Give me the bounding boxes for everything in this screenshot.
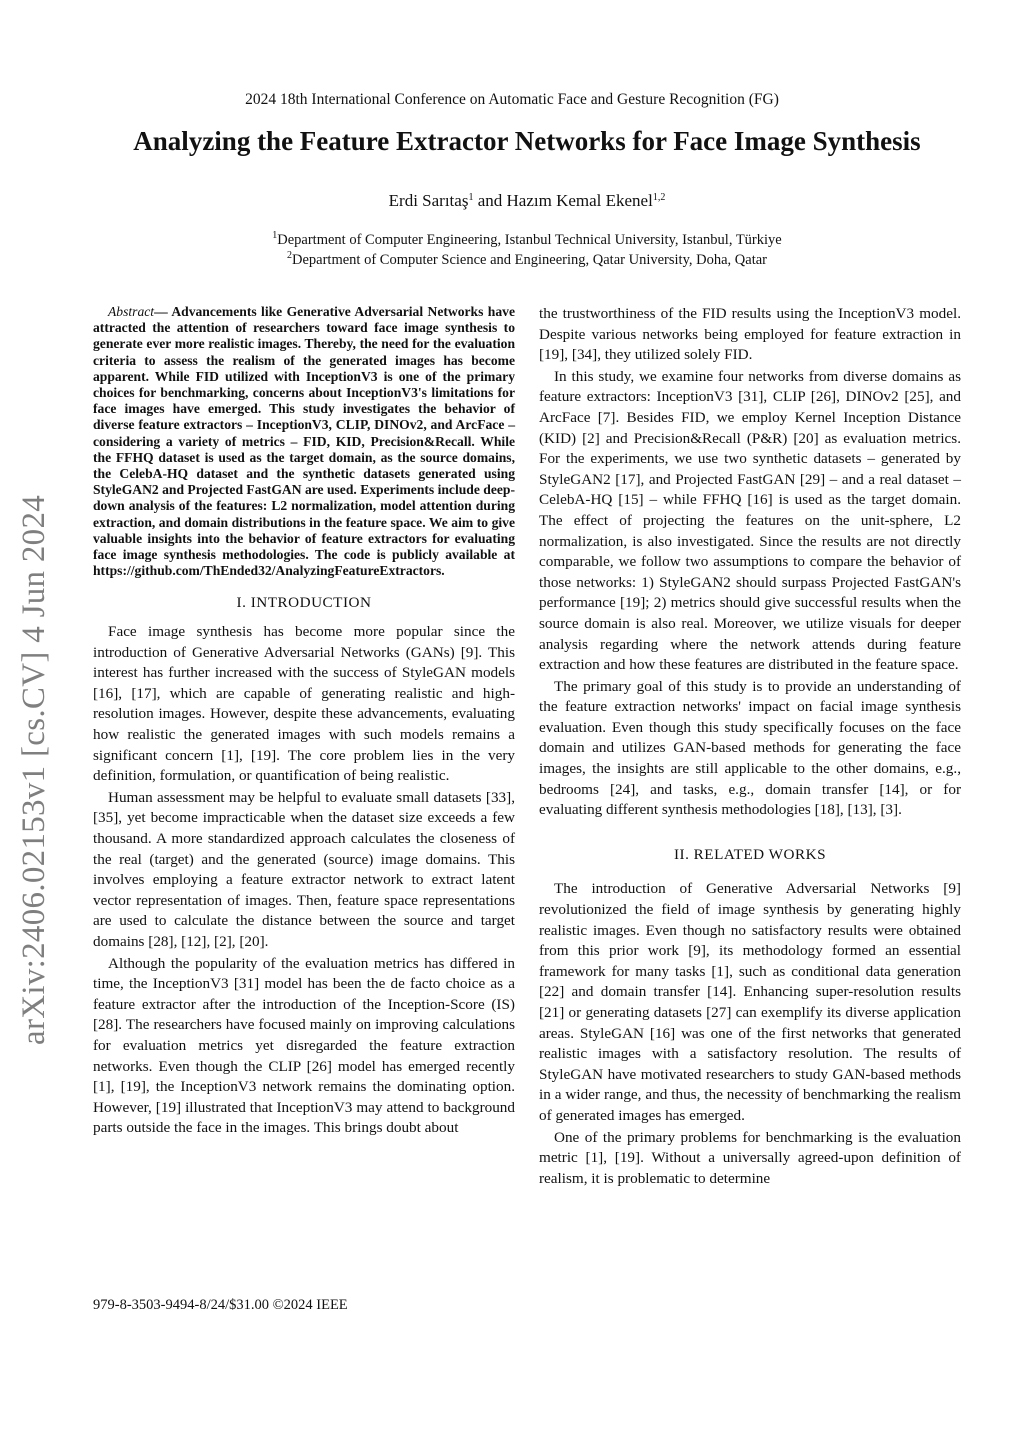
affiliation-mark: 1	[272, 230, 278, 241]
paper-title: Analyzing the Feature Extractor Networks for Face Image Synthesis	[133, 126, 921, 156]
affiliation-mark: 2	[287, 250, 292, 261]
affiliation-text: Department of Computer Engineering, Istanbul Technical University, Istanbul, Türkiye	[277, 232, 782, 248]
section-heading: I. INTRODUCTION	[236, 594, 372, 612]
arxiv-stamp: arXiv:2406.02153v1 [cs.CV] 4 Jun 2024	[16, 494, 52, 1045]
abstract	[93, 304, 515, 579]
paragraph: Human assessment may be helpful to evaluate small datasets [33], [35], yet become impracticable when the dataset size exceeds a few thousand. A more standardized approach calculates the closeness of the real (target) and the generated (source) image domains. This involves employing a feature extractor network to extract latent vector representation of images. Then, feature space representations are used to calculate the distance between the source and target domains [28], [12], [2], [20].	[93, 788, 515, 950]
author-affiliation-mark: 1	[468, 192, 474, 203]
section-heading: II. RELATED WORKS	[673, 845, 827, 863]
right-column	[539, 304, 961, 1189]
paragraph: the trustworthiness of the FID results using the InceptionV3 model. Despite various networks being employed for feature extraction in [19], [34], they utilized solely FID.	[539, 305, 961, 364]
paragraph: In this study, we examine four networks from diverse domains as feature extractors: InceptionV3 [31], CLIP [26], DINOv2 [25], and ArcFace [7]. Besides FID, we employ Kernel Inception Distance (KID) [2] and Precision&Recall (P&R) [20] as evaluation metrics. For the experiments, we use two synthetic datasets – generated by StyleGAN2 [17], and Projected FastGAN [29] – and a real dataset – CelebA-HQ [15] – while FFHQ [16] is used as the target domain. The effect of projecting the features on the unit-sphere, L2 normalization, is also investigated. Since the results are not directly comparable, we follow two assumptions to compare the behavior of those networks: 1) StyleGAN2 should surpass Projected FastGAN's performance [19]; 2) metrics should give successful results when the source domain is also real. Moreover, we utilize visuals for deeper analysis regarding where the network attends during feature extraction and how these features are distributed in the feature space.	[539, 367, 961, 674]
left-column	[93, 304, 515, 1139]
author-name: Hazım Kemal Ekenel	[506, 191, 653, 210]
author-affiliation-mark: 1,2	[652, 192, 666, 203]
paragraph: The introduction of Generative Adversarial Networks [9] revolutionized the field of image synthesis by generating highly realistic images. Even though no satisfactory results were obtained from this prior work [9], its methodology formed an essential framework for many tasks [1], such as conditional data generation [22] and domain transfer [14]. Enhancing super-resolution results [21] or generating datasets [27] can exemplify its diverse application areas. StyleGAN [16] was one of the first networks that generated realistic images with a satisfactory resolution. The results of StyleGAN have motivated researchers to study GAN-based methods in a wider range, and thus, the necessity of benchmarking the realism of generated images has emerged.	[539, 880, 961, 1124]
affiliation	[0, 252, 1024, 269]
affiliation	[0, 232, 1024, 249]
abstract-text: — Advancements like Generative Adversarial Networks have attracted the attention of researchers toward face image synthesis to generate ever more realistic images. Thereby, the need for the evaluation criteria to assess the realism of the generated images has become apparent. While FID utilized with InceptionV3 is one of the primary choices for benchmarking, concerns about InceptionV3's limitations for face images have emerged. This study investigates the behavior of diverse feature extractors – InceptionV3, CLIP, DINOv2, and ArcFace – considering a variety of metrics – FID, KID, Precision&Recall. While the FFHQ dataset is used as the target domain, as the source domains, the CelebA-HQ dataset and the synthetic datasets generated using StyleGAN2 and Projected FastGAN are used. Experiments include deep-down analysis of the features: L2 normalization, model attention during extraction, and domain distributions in the feature space. We aim to give valuable insights into the behavior of feature extractors for evaluating face image synthesis methodologies. The code is publicly available at https://github.com/ThEnded32/AnalyzingFeatureExtractors.	[93, 304, 516, 579]
affiliation-text: Department of Computer Science and Engineering, Qatar University, Doha, Qatar	[292, 252, 767, 268]
conference-name: 2024 18th International Conference on Automatic Face and Gesture Recognition (FG)	[245, 91, 779, 108]
author-connector: and	[477, 191, 503, 210]
author-line	[0, 191, 1024, 211]
copyright-footer: 979-8-3503-9494-8/24/$31.00 ©2024 IEEE	[93, 1297, 348, 1313]
paragraph: One of the primary problems for benchmarking is the evaluation metric [1], [19]. Without a universally agreed-upon definition of realism, it is problematic to determine	[539, 1128, 961, 1187]
abstract-label: Abstract	[108, 304, 155, 319]
paragraph: The primary goal of this study is to provide an understanding of the feature extraction networks' impact on facial image synthesis evaluation. Even though this study specifically focuses on the face domain and utilizes GAN-based methods for generating the face images, the insights are still applicable to the other domains, e.g., bedrooms [24], and tasks, e.g., domain transfer [14], or for evaluating different synthesis methodologies [18], [13], [3].	[539, 677, 961, 819]
paragraph: Face image synthesis has become more popular since the introduction of Generative Adversarial Networks (GANs) [9]. This interest has further increased with the success of StyleGAN models [16], [17], which are capable of generating realistic and high-resolution images. However, despite these advancements, evaluating how realistic the generated images with such models remains a significant concern [1], [19]. The core problem lies in the very definition, formulation, or quantification of being realistic.	[93, 623, 515, 785]
paragraph: Although the popularity of the evaluation metrics has differed in time, the InceptionV3 [31] model has been the de facto choice as a feature extractor after the introduction of the Inception-Score (IS) [28]. The researchers have focused mainly on improving calculations for evaluation metrics yet disregarded the feature extraction networks. Even though the CLIP [26] model has emerged recently [1], [19], the InceptionV3 network remains the dominating option. However, [19] illustrated that InceptionV3 may attend to background parts outside the face in the images. This brings doubt about	[93, 954, 515, 1137]
author-name: Erdi Sarıtaş	[388, 191, 469, 210]
